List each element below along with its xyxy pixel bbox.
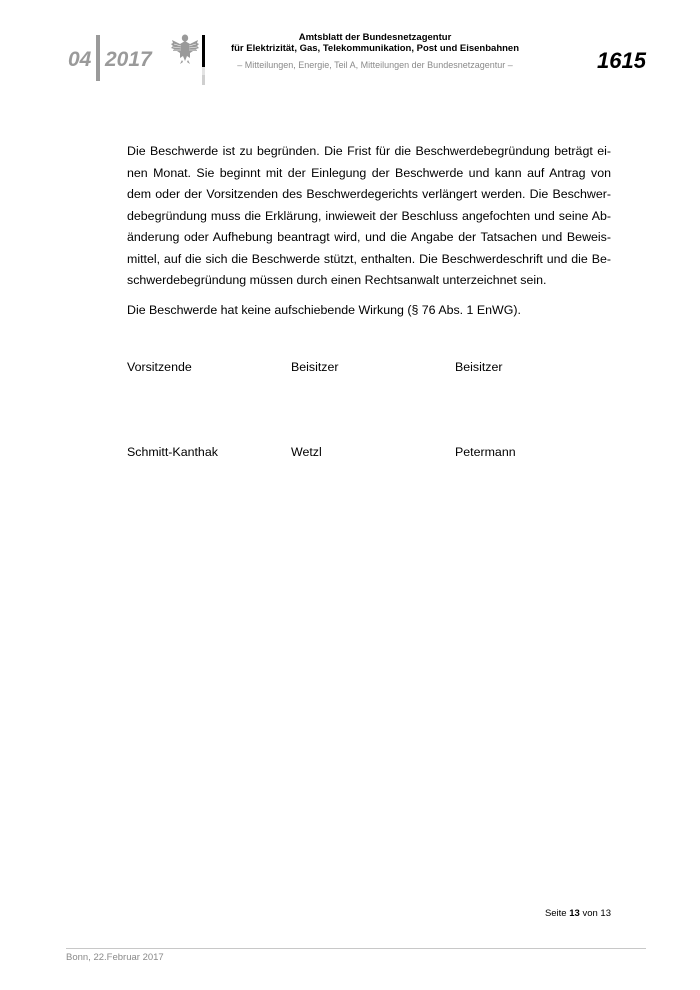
- page-counter-current: 13: [569, 908, 580, 919]
- signature-name-chair: Schmitt-Kanthak: [127, 445, 218, 459]
- page-counter-separator: von: [582, 908, 598, 919]
- header-title-line2: für Elektrizität, Gas, Telekommunikation, Post und Eisenbahnen: [230, 43, 520, 54]
- signature-role-chair: Vorsitzende: [127, 360, 192, 374]
- header-subtitle: – Mitteilungen, Energie, Teil A, Mitteilungen der Bundesnetzagentur –: [237, 60, 513, 70]
- signature-role-assessor-1: Beisitzer: [291, 360, 339, 374]
- signature-name-assessor-2: Petermann: [455, 445, 516, 459]
- page-counter-total: 13: [600, 908, 611, 919]
- issue-number: 04: [68, 48, 92, 71]
- flag-bar-red: [202, 67, 205, 75]
- signature-role-assessor-2: Beisitzer: [455, 360, 503, 374]
- signature-name-assessor-1: Wetzl: [291, 445, 322, 459]
- paragraph-appeal-justification: Die Beschwerde ist zu begründen. Die Frist für die Beschwerdebegründung beträgt einen Monat. Sie beginnt mit der Einlegung der Beschwerde und kann auf Antrag von dem oder der Vorsitzenden des Beschwerdegerichts verlängert werden. Die Beschwerdebegründung muss die Erklärung, inwieweit der Beschluss angefochten und seine Abänderung oder Aufhebung beantragt wird, und die Angabe der Tatsachen und Beweismittel, auf die sich die Beschwerde stützt, enthalten. Die Beschwerdeschrift und die Beschwerdebegründung müssen durch einen Rechtsanwalt unterzeichnet sein.: [127, 144, 611, 287]
- body-text: [127, 141, 611, 321]
- header-divider-gray: [96, 35, 100, 81]
- page-number: 1615: [597, 48, 646, 73]
- header-title-line1: Amtsblatt der Bundesnetzagentur: [298, 32, 452, 43]
- federal-eagle-icon: [170, 31, 200, 65]
- issue-year: 2017: [105, 48, 152, 71]
- flag-bar-black: [202, 35, 205, 67]
- flag-bar-gold: [202, 75, 205, 85]
- footer-place-date: Bonn, 22.Februar 2017: [66, 952, 164, 963]
- page-counter-prefix: Seite: [544, 908, 567, 919]
- page-counter: [545, 908, 611, 919]
- footer-divider: [66, 948, 646, 949]
- paragraph-no-suspensive-effect: Die Beschwerde hat keine aufschiebende Wirkung (§ 76 Abs. 1 EnWG).: [127, 302, 521, 317]
